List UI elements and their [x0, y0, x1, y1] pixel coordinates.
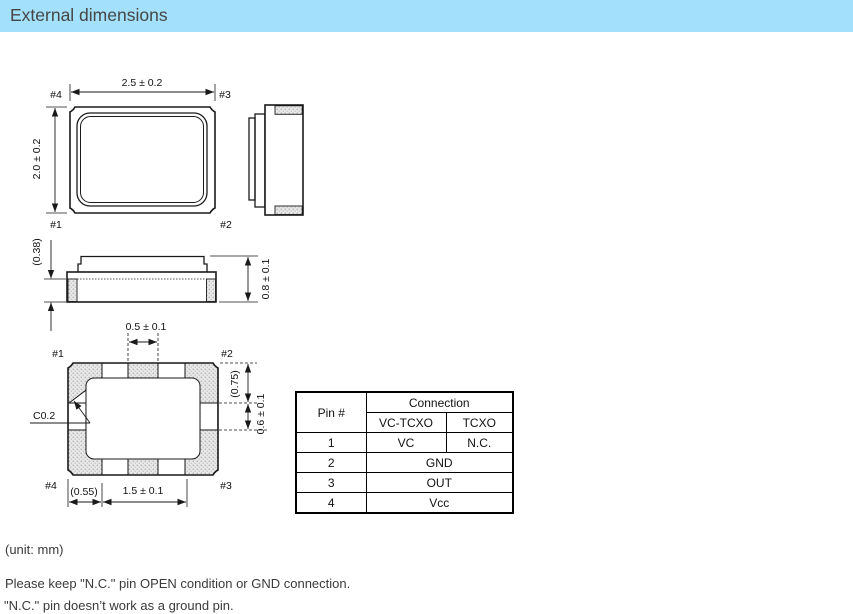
pin-number: 1	[296, 433, 366, 453]
front-view	[31, 238, 272, 331]
pin-2-connection: GND	[366, 453, 513, 473]
pin-label-top-4: #4	[50, 89, 62, 101]
dim-label-chamfer: C0.2	[33, 410, 56, 422]
pin-connection-table	[295, 391, 514, 514]
pin-label-bottom-3: #3	[220, 480, 232, 492]
dim-label-top-height: 2.0 ± 0.2	[31, 138, 43, 180]
col-header-vc-tcxo: VC-TCXO	[366, 413, 446, 433]
front-view-lid	[78, 257, 207, 273]
pad-height-dimension	[31, 238, 66, 331]
bottom-edge-dimensions	[68, 479, 187, 507]
top-width-dimension	[70, 77, 215, 101]
pad-gaps	[69, 364, 217, 474]
pin-label-bottom-2: #2	[221, 348, 233, 360]
table-row	[296, 433, 513, 453]
pin-label-top-2: #2	[220, 219, 232, 231]
unit-note: (unit: mm)	[5, 542, 64, 557]
front-view-pad-left	[68, 279, 77, 302]
pin-number: 2	[296, 453, 366, 473]
dim-label-side-gap: 0.6 ± 0.1	[255, 393, 267, 435]
nc-pin-note-2: "N.C." pin doesn’t work as a ground pin.	[4, 598, 234, 613]
dim-label-center-span: 1.5 ± 0.1	[122, 485, 164, 497]
side-view	[249, 105, 303, 215]
total-height-dimension	[210, 256, 272, 302]
dim-label-top-width: 2.5 ± 0.2	[121, 77, 163, 89]
pin-label-top-1: #1	[50, 219, 62, 231]
pin-label-bottom-1: #1	[52, 348, 64, 360]
col-header-connection: Connection	[366, 392, 513, 413]
page-title: External dimensions	[10, 5, 168, 25]
side-pad-dimensions	[219, 363, 269, 434]
top-view	[31, 77, 232, 231]
front-view-pad-right	[207, 279, 216, 302]
bottom-view-cavity	[86, 378, 200, 459]
pin-number: 4	[296, 493, 366, 514]
nc-pin-note-1: Please keep "N.C." pin OPEN condition or GND connection.	[5, 576, 351, 591]
table-row	[296, 473, 513, 493]
side-view-lid-step-inner	[255, 114, 265, 207]
top-view-outline	[70, 107, 215, 213]
side-view-pad-bottom	[275, 206, 302, 215]
pin-number: 3	[296, 473, 366, 493]
dim-label-center-pad: 0.5 ± 0.1	[125, 321, 167, 333]
table-row	[296, 453, 513, 473]
center-pad-width-dimension	[126, 321, 167, 361]
front-view-body	[67, 272, 216, 302]
table-row	[296, 493, 513, 514]
pin-label-top-3: #3	[219, 89, 231, 101]
pin-3-connection: OUT	[366, 473, 513, 493]
pin-label-bottom-4: #4	[45, 480, 57, 492]
dim-label-corner-pad-height: (0.75)	[229, 370, 241, 398]
pin-1-vc-tcxo: VC	[366, 433, 446, 453]
col-header-tcxo: TCXO	[446, 413, 513, 433]
side-view-pad-top	[275, 106, 302, 115]
dim-label-corner-pad-width: (0.55)	[70, 486, 98, 498]
dim-label-total-height: 0.8 ± 0.1	[260, 258, 272, 300]
side-view-body	[265, 105, 303, 215]
pin-4-connection: Vcc	[366, 493, 513, 514]
col-header-pin: Pin #	[296, 392, 366, 433]
pin-1-tcxo: N.C.	[446, 433, 513, 453]
table-header-row	[296, 392, 513, 413]
bottom-view	[30, 321, 269, 507]
top-height-dimension	[31, 107, 67, 213]
dim-label-pad-height: (0.38)	[31, 238, 43, 266]
side-view-lid-step-outer	[249, 118, 255, 200]
